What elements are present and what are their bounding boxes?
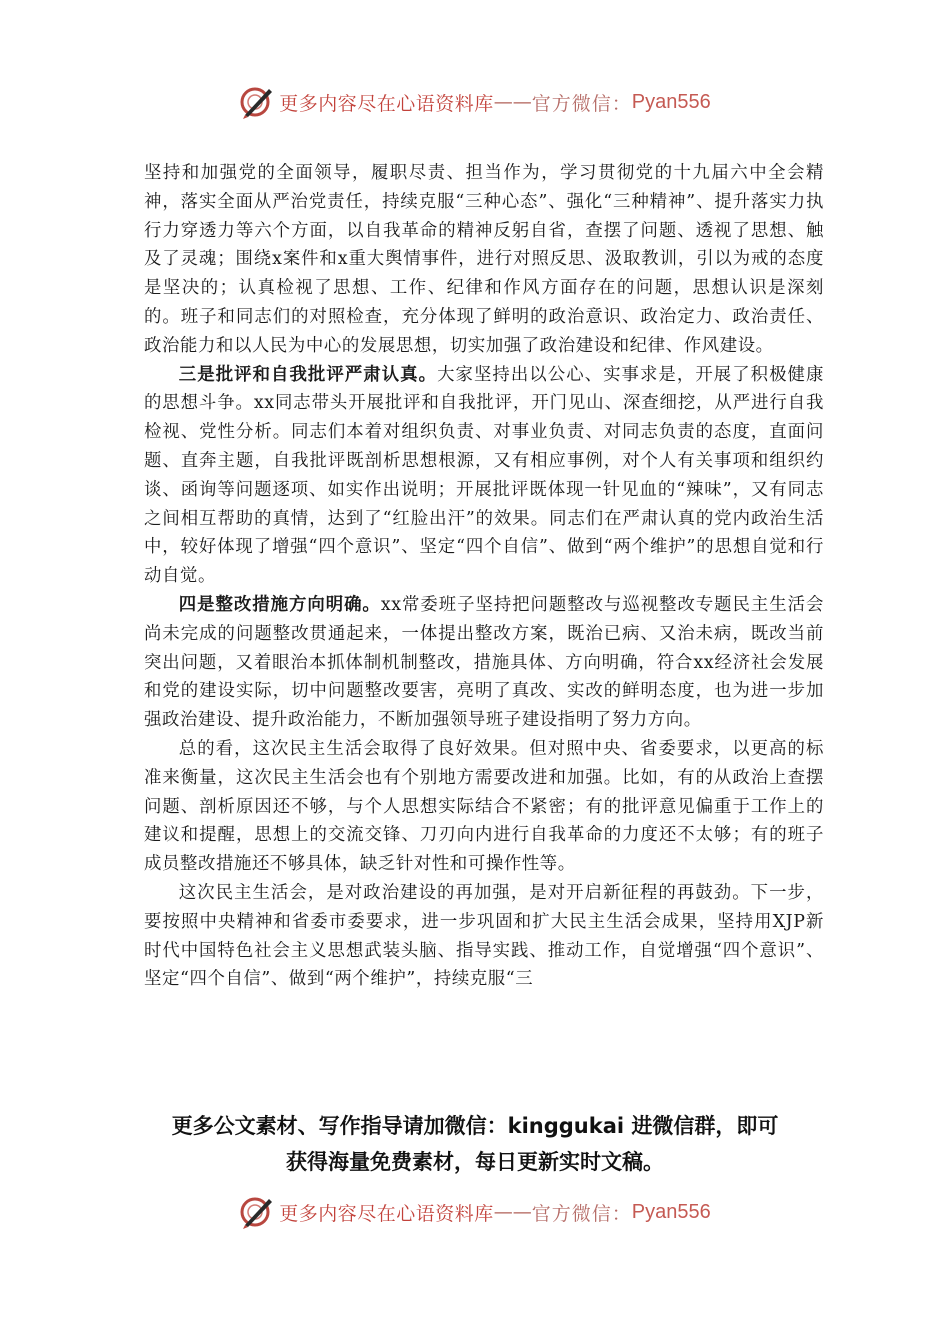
footer-official-label: 官方微信： (531, 1202, 632, 1225)
banner-slogan: 更多内容尽在心语资料库 (279, 92, 494, 115)
paragraph-criticism (144, 361, 824, 591)
paragraph-rectification-heading: 四是整改措施方向明确。 (178, 594, 381, 615)
paragraph-criticism-heading: 三是批评和自我批评严肃认真。 (178, 364, 438, 385)
footer-banner (0, 1192, 950, 1232)
paragraph-next-steps: 这次民主生活会，是对政治建设的再加强，是对开启新征程的再鼓劲。下一步，要按照中央精神和省委市委要求，进一步巩固和扩大民主生活会成果，坚持用XJP新时代中国特色社会主义思想武装头脑、指导实践、推动工作，自觉增强“四个意识”、坚定“四个自信”、做到“两个维护”，持续克服“三 (144, 882, 824, 990)
banner-wechat-id: Pyan556 (631, 90, 711, 113)
paragraph-rectification (144, 591, 824, 735)
pen-logo-icon (239, 1194, 275, 1230)
promo-line-1: 更多公文素材、写作指导请加微信：kinggukai 进微信群，即可 (171, 1114, 779, 1138)
paragraph-rectification-text: xx常委班子坚持把问题整改与巡视整改专题民主生活会尚未完成的问题整改贯通起来，一体提出整改方案，既治已病、又治未病，既改当前突出问题，又着眼治本抓体制机制整改，措施具体、方向明确，符合xx经济社会发展和党的建设实际，切中问题整改要害，亮明了真改、实改的鲜明态度，也为进一步加强政治建设、提升政治能力，不断加强领导班子建设指明了努力方向。 (144, 594, 824, 731)
promo-line-2: 获得海量免费素材，每日更新实时文稿。 (286, 1150, 664, 1174)
paragraph-summary: 总的看，这次民主生活会取得了良好效果。但对照中央、省委要求，以更高的标准来衡量，这次民主生活会也有个别地方需要改进和加强。比如，有的从政治上查摆问题、剖析原因还不够，与个人思想实际结合不紧密；有的批评意见偏重于工作上的建议和提醒，思想上的交流交锋、刀刃向内进行自我革命的力度还不太够；有的班子成员整改措施还不够具体，缺乏针对性和可操作性等。 (144, 738, 824, 875)
banner-dash: —— (493, 91, 532, 113)
promo-notice (100, 1108, 850, 1180)
banner-official-label: 官方微信： (531, 92, 632, 115)
header-banner (0, 82, 950, 122)
footer-slogan: 更多内容尽在心语资料库 (279, 1202, 494, 1225)
paragraph-criticism-text: 大家坚持出以公心、实事求是，开展了积极健康的思想斗争。xx同志带头开展批评和自我批评，开门见山、深查细挖，从严进行自我检视、党性分析。同志们本着对组织负责、对事业负责、对同志负责的态度，直面问题、直奔主题，自我批评既剖析思想根源，又有相应事例，对个人有关事项和组织约谈、函询等问题逐项、如实作出说明；开展批评既体现一针见血的“辣味”，又有同志之间相互帮助的真情，达到了“红脸出汗”的效果。同志们在严肃认真的党内政治生活中，较好体现了增强“四个意识”、坚定“四个自信”、做到“两个维护”的思想自觉和行动自觉。 (144, 364, 824, 587)
pen-logo-icon (239, 84, 275, 120)
footer-dash: —— (493, 1201, 532, 1223)
paragraph-continuation: 坚持和加强党的全面领导，履职尽责、担当作为，学习贯彻党的十九届六中全会精神，落实全面从严治党责任，持续克服“三种心态”、强化“三种精神”、提升落实力执行力穿透力等六个方面，以自我革命的精神反躬自省，查摆了问题、透视了思想、触及了灵魂；围绕x案件和x重大舆情事件，进行对照反思、汲取教训，引以为戒的态度是坚决的；认真检视了思想、工作、纪律和作风方面存在的问题，思想认识是深刻的。班子和同志们的对照检查，充分体现了鲜明的政治意识、政治定力、政治责任、政治能力和以人民为中心的发展思想，切实加强了政治建设和纪律、作风建设。 (144, 163, 824, 356)
document-body (144, 159, 824, 994)
footer-wechat-id: Pyan556 (631, 1200, 711, 1223)
